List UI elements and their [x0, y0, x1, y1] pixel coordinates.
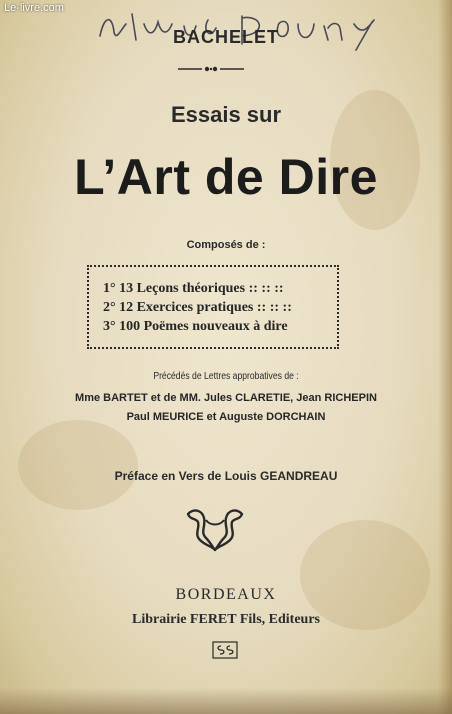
- publication-city: BORDEAUX: [175, 586, 277, 603]
- preceded-label: Précédés de Lettres approbatives de :: [153, 371, 299, 382]
- endorsers-line-1: Mme BARTET et de MM. Jules CLARETIE, Jean RICHEPIN: [75, 392, 377, 404]
- author-name: BACHELET: [173, 27, 279, 47]
- contents-box: [87, 265, 339, 349]
- composed-label: Composés de :: [186, 239, 266, 251]
- publisher-name: Librairie FERET Fils, Editeurs: [132, 612, 320, 627]
- worn-edge: [0, 688, 452, 714]
- preface-note: Préface en Vers de Louis GEANDREAU: [114, 469, 338, 483]
- watermark: Le-livre.com: [4, 2, 64, 14]
- subtitle: Essais sur: [170, 102, 282, 127]
- contents-line: 2° 12 Exercices pratiques :: :: ::: [103, 300, 292, 315]
- worn-edge: [438, 0, 452, 714]
- publisher-monogram: [212, 641, 238, 659]
- book-title: L’Art de Dire: [74, 149, 378, 205]
- endorsers-line-2: Paul MEURICE et Auguste DORCHAIN: [126, 411, 326, 423]
- contents-line: 3° 100 Poëmes nouveaux à dire: [103, 319, 288, 334]
- art-nouveau-ornament: [184, 506, 246, 552]
- contents-line: 1° 13 Leçons théoriques :: :: ::: [103, 281, 284, 296]
- paper-stain: [18, 420, 138, 510]
- divider-ornament: [178, 64, 244, 74]
